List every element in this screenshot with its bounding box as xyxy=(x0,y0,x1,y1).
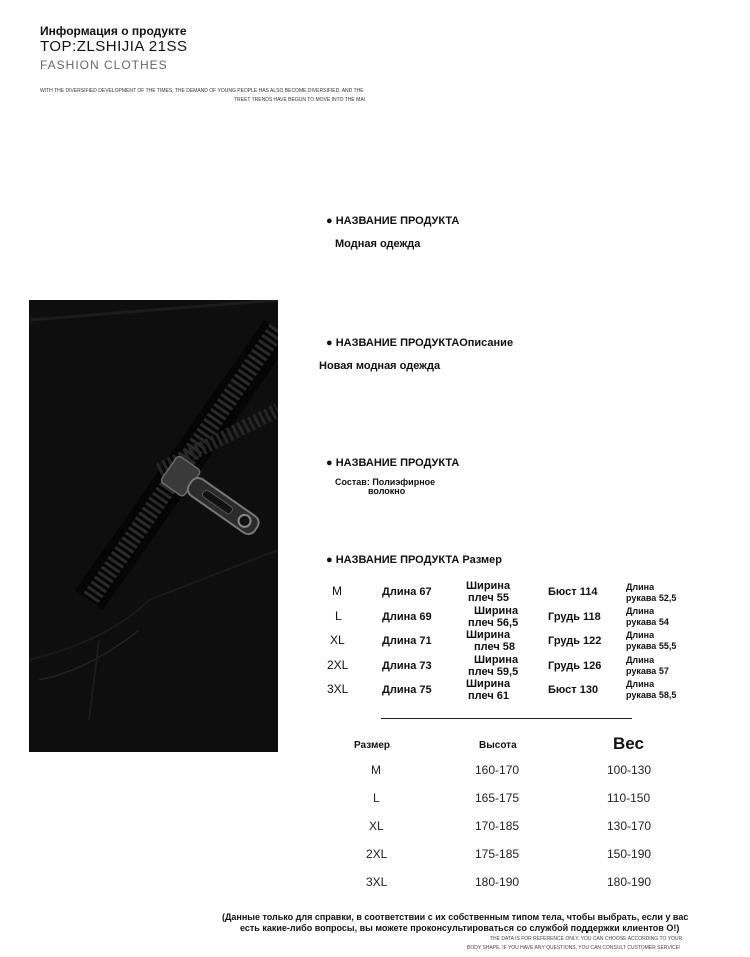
section-desc-value: Новая модная одежда xyxy=(319,360,441,372)
size-row-1-shoulder-2: плеч 55 xyxy=(468,592,510,604)
size-row-3-shoulder-2: плеч 58 xyxy=(474,641,516,653)
size-row-4-chest: Грудь 126 xyxy=(548,660,602,672)
ref-header-height: Высота xyxy=(479,740,517,751)
size-row-5-shoulder-2: плеч 61 xyxy=(468,690,510,702)
size-row-1-shoulder-1: Ширина xyxy=(466,580,511,592)
section-name-title-text: НАЗВАНИЕ ПРОДУКТА xyxy=(335,215,460,227)
size-row-2-chest: Грудь 118 xyxy=(548,611,601,623)
size-row-5-length: Длина 75 xyxy=(382,684,432,696)
ref-header-weight: Вес xyxy=(613,734,644,753)
size-row-3-sleeve-1: Длина xyxy=(626,630,655,640)
ref-row-2-height: 165-175 xyxy=(475,791,520,805)
size-row-2-shoulder-1: Ширина xyxy=(474,605,519,617)
ref-row-5-size: 3XL xyxy=(366,875,388,889)
ref-row-5-height: 180-190 xyxy=(475,875,520,889)
brand-title: TOP:ZLSHIJIA 21SS xyxy=(40,38,188,55)
size-row-5-shoulder-1: Ширина xyxy=(466,678,511,690)
size-row-2-sleeve-2: рукава 54 xyxy=(626,617,669,627)
ref-row-4-weight: 150-190 xyxy=(607,847,652,861)
tagline-line-2: TREET TRENDS HAVE BEGUN TO MOVE INTO THE MAI xyxy=(234,97,366,103)
section-desc-title: ● НАЗВАНИЕ ПРОДУКТАОписание xyxy=(326,337,514,349)
size-row-1-sleeve-1: Длина xyxy=(626,582,655,592)
size-row-4-sleeve-1: Длина xyxy=(626,655,655,665)
section-material-value-1: Состав: Полиэфирное xyxy=(335,477,436,487)
footnote-en-1: THE DATA IS FOR REFERENCE ONLY. YOU CAN CHOOSE ACCORDING TO YOUR xyxy=(490,936,683,942)
section-material-title: ● НАЗВАНИЕ ПРОДУКТА xyxy=(326,457,460,469)
divider-line xyxy=(381,718,632,719)
size-row-5-sleeve-1: Длина xyxy=(626,679,655,689)
section-material-title-text: НАЗВАНИЕ ПРОДУКТА xyxy=(335,457,460,469)
ref-row-4-size: 2XL xyxy=(366,847,388,861)
size-row-3-chest: Грудь 122 xyxy=(548,635,602,647)
product-info-heading: Информация о продукте xyxy=(40,24,187,38)
size-row-4-shoulder-2: плеч 59,5 xyxy=(468,666,519,678)
size-row-5-chest: Бюст 130 xyxy=(548,684,599,696)
ref-row-2-weight: 110-150 xyxy=(607,791,651,805)
product-photo-zipper xyxy=(29,300,278,752)
ref-row-4-height: 175-185 xyxy=(475,847,520,861)
size-row-1-sleeve-2: рукава 52,5 xyxy=(626,593,677,603)
ref-row-3-weight: 130-170 xyxy=(607,819,652,833)
brand-subtitle: FASHION CLOTHES xyxy=(40,58,168,72)
size-row-3-length: Длина 71 xyxy=(382,635,432,647)
size-row-5-size: 3XL xyxy=(327,682,349,696)
ref-row-3-size: XL xyxy=(369,819,384,833)
section-desc-title-text: НАЗВАНИЕ ПРОДУКТАОписание xyxy=(335,337,514,349)
size-row-2-size: L xyxy=(335,609,342,623)
size-row-1-size: M xyxy=(332,584,342,598)
section-material-value-2: волокно xyxy=(368,486,406,496)
footnote-en-2: BODY SHAPE. IF YOU HAVE ANY QUESTIONS, YOU CAN CONSULT CUSTOMER SERVICE! xyxy=(467,945,681,951)
section-name-value: Модная одежда xyxy=(335,238,421,250)
section-name-title: ● НАЗВАНИЕ ПРОДУКТА xyxy=(326,215,460,227)
ref-row-1-size: M xyxy=(371,763,381,777)
footnote-ru-2: есть какие-либо вопросы, вы можете проконсультироваться со службой поддержки клиентов О!) xyxy=(240,923,680,933)
ref-row-1-height: 160-170 xyxy=(475,763,520,777)
ref-row-3-height: 170-185 xyxy=(475,819,520,833)
size-row-3-sleeve-2: рукава 55,5 xyxy=(626,641,677,651)
size-row-4-length: Длина 73 xyxy=(382,660,432,672)
section-size-title: ● НАЗВАНИЕ ПРОДУКТА Размер xyxy=(326,554,503,566)
size-row-2-shoulder-2: плеч 56,5 xyxy=(468,617,519,629)
size-row-3-size: XL xyxy=(330,633,345,647)
tagline-line-1: WITH THE DIVERSIFIED DEVELOPMENT OF THE TIMES, THE DEMAND OF YOUNG PEOPLE HAS ALSO BECOME DIVERSIFIED, AND THE xyxy=(40,88,364,94)
zipper-illustration xyxy=(29,300,278,752)
ref-row-5-weight: 180-190 xyxy=(607,875,652,889)
footnote-ru-1: (Данные только для справки, в соответствии с их собственным типом тела, чтобы выбрать, если у вас xyxy=(222,912,689,922)
ref-row-2-size: L xyxy=(373,791,380,805)
size-row-1-chest: Бюст 114 xyxy=(548,586,598,598)
ref-header-size: Размер xyxy=(354,740,391,751)
size-row-4-sleeve-2: рукава 57 xyxy=(626,666,669,676)
size-row-2-sleeve-1: Длина xyxy=(626,606,655,616)
size-row-4-size: 2XL xyxy=(327,658,349,672)
ref-row-1-weight: 100-130 xyxy=(607,763,652,777)
section-size-title-text: НАЗВАНИЕ ПРОДУКТА Размер xyxy=(335,554,503,566)
size-row-3-shoulder-1: Ширина xyxy=(466,629,511,641)
size-row-1-length: Длина 67 xyxy=(382,586,432,598)
size-row-2-length: Длина 69 xyxy=(382,611,432,623)
size-row-5-sleeve-2: рукава 58,5 xyxy=(626,690,677,700)
size-row-4-shoulder-1: Ширина xyxy=(474,654,519,666)
